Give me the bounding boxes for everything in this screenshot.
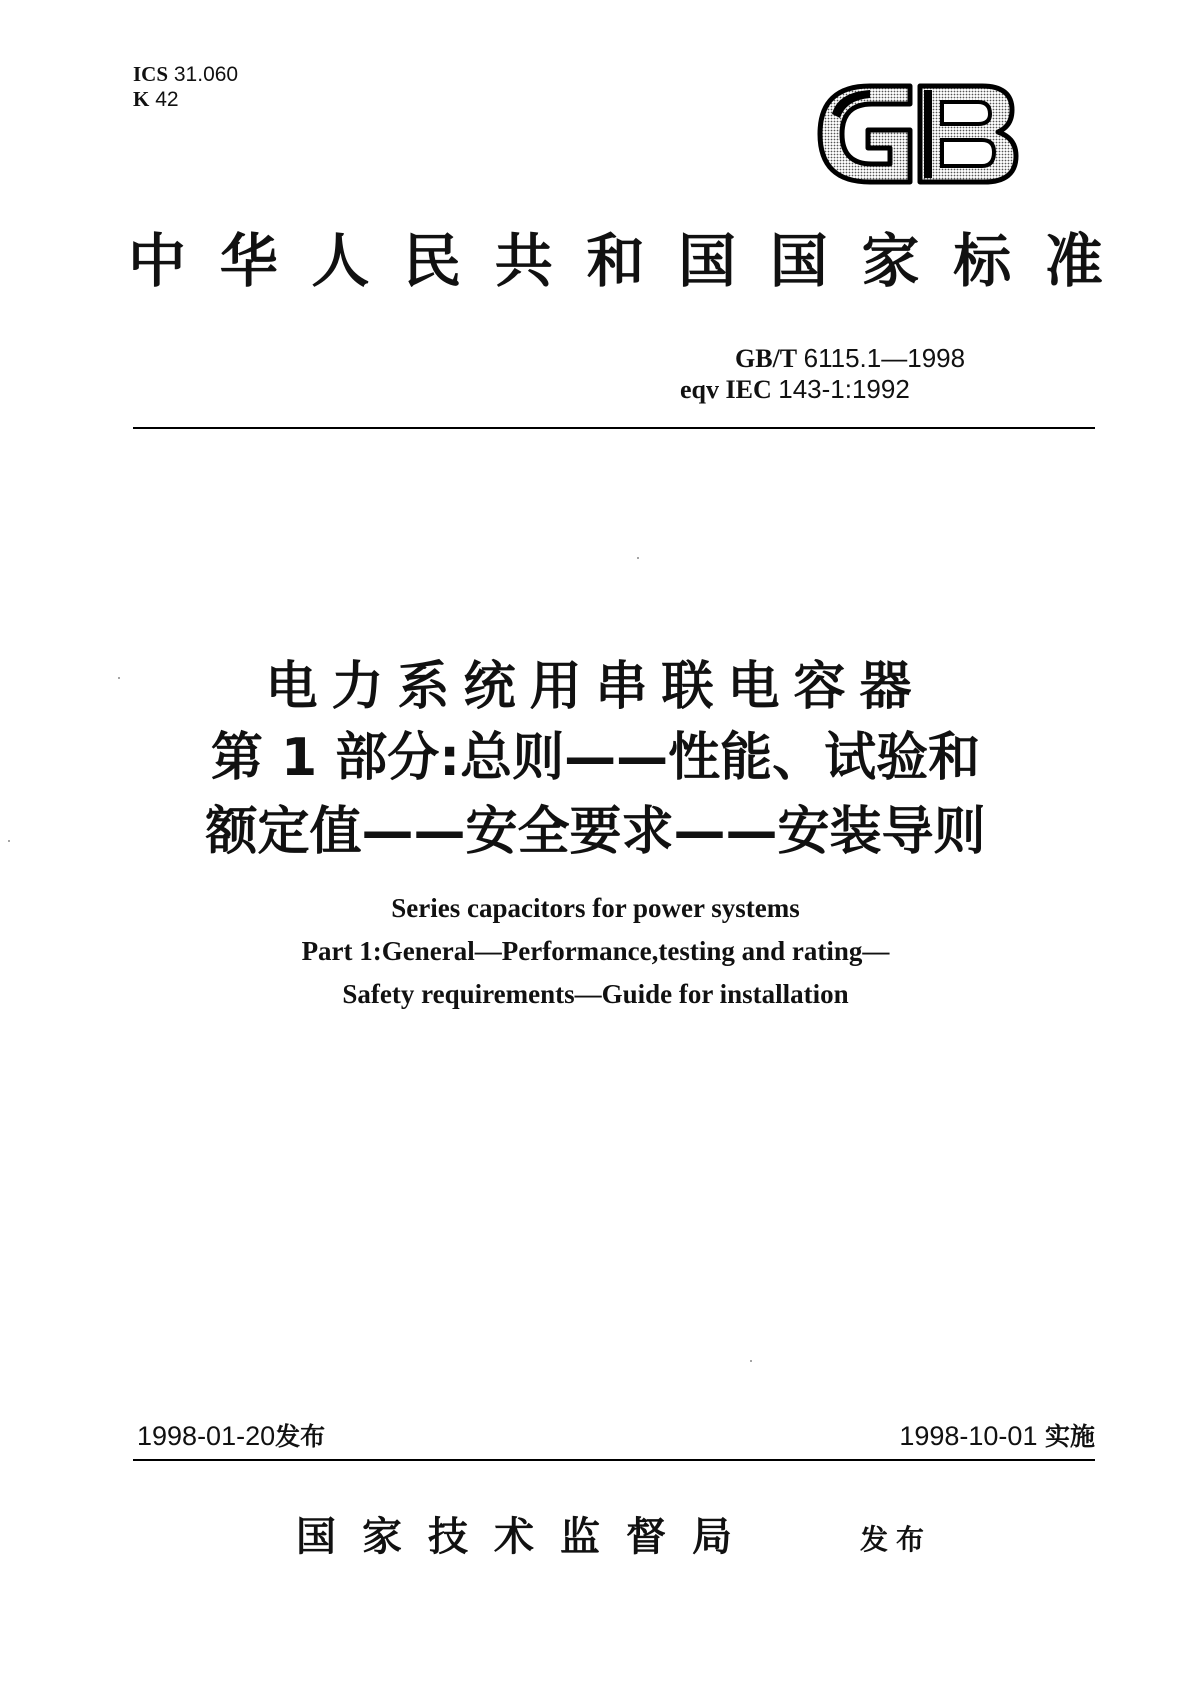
standard-type-title (128, 226, 1103, 296)
standard-type-title-char: 国 (769, 227, 828, 295)
title-en-line-2: Part 1:General—Performance,testing and rating— (301, 936, 890, 966)
standard-type-title-char: 和 (586, 227, 645, 295)
standard-type-title-char: 标 (953, 227, 1012, 295)
gb-number: GB/T 6115.1—1998 (735, 343, 966, 373)
ccs-code: K 42 (133, 87, 179, 111)
standard-type-title-char: 华 (219, 227, 278, 295)
standard-type-title-char: 民 (403, 227, 462, 295)
title-cn-line-3: 额定值——安全要求——安装导则 (205, 802, 986, 862)
issuing-authority: 国家技术监督局 (296, 1513, 758, 1560)
top-divider (133, 427, 1095, 429)
classification-codes (133, 62, 238, 112)
scan-speck (750, 1360, 752, 1362)
scan-speck (637, 557, 639, 559)
bottom-divider (133, 1459, 1095, 1461)
standard-type-title-char: 中 (128, 227, 187, 295)
title-cn-line-2: 第 1 部分:总则——性能、试验和 (210, 728, 981, 788)
standard-number (680, 343, 1055, 405)
title-en-line-3: Safety requirements—Guide for installation (342, 979, 849, 1009)
issuing-action: 发布 (860, 1523, 933, 1556)
ics-code: ICS 31.060 (133, 62, 239, 86)
eqv-number: eqv IEC 143-1:1992 (680, 374, 910, 404)
standard-type-title-char: 准 (1044, 227, 1103, 295)
title-cn-line-1: 电力系统用串联电容器 (265, 657, 926, 717)
standard-type-title-char: 家 (861, 227, 920, 295)
title-en-line-1: Series capacitors for power systems (391, 893, 800, 923)
effective-date: 1998-10-01 实施 (899, 1421, 1095, 1451)
issue-date: 1998-01-20发布 (137, 1421, 326, 1451)
standard-type-title-char: 共 (494, 227, 553, 295)
standard-type-title-char: 国 (678, 227, 737, 295)
standard-type-title-char: 人 (311, 227, 370, 295)
gb-logo-icon (812, 78, 1022, 190)
